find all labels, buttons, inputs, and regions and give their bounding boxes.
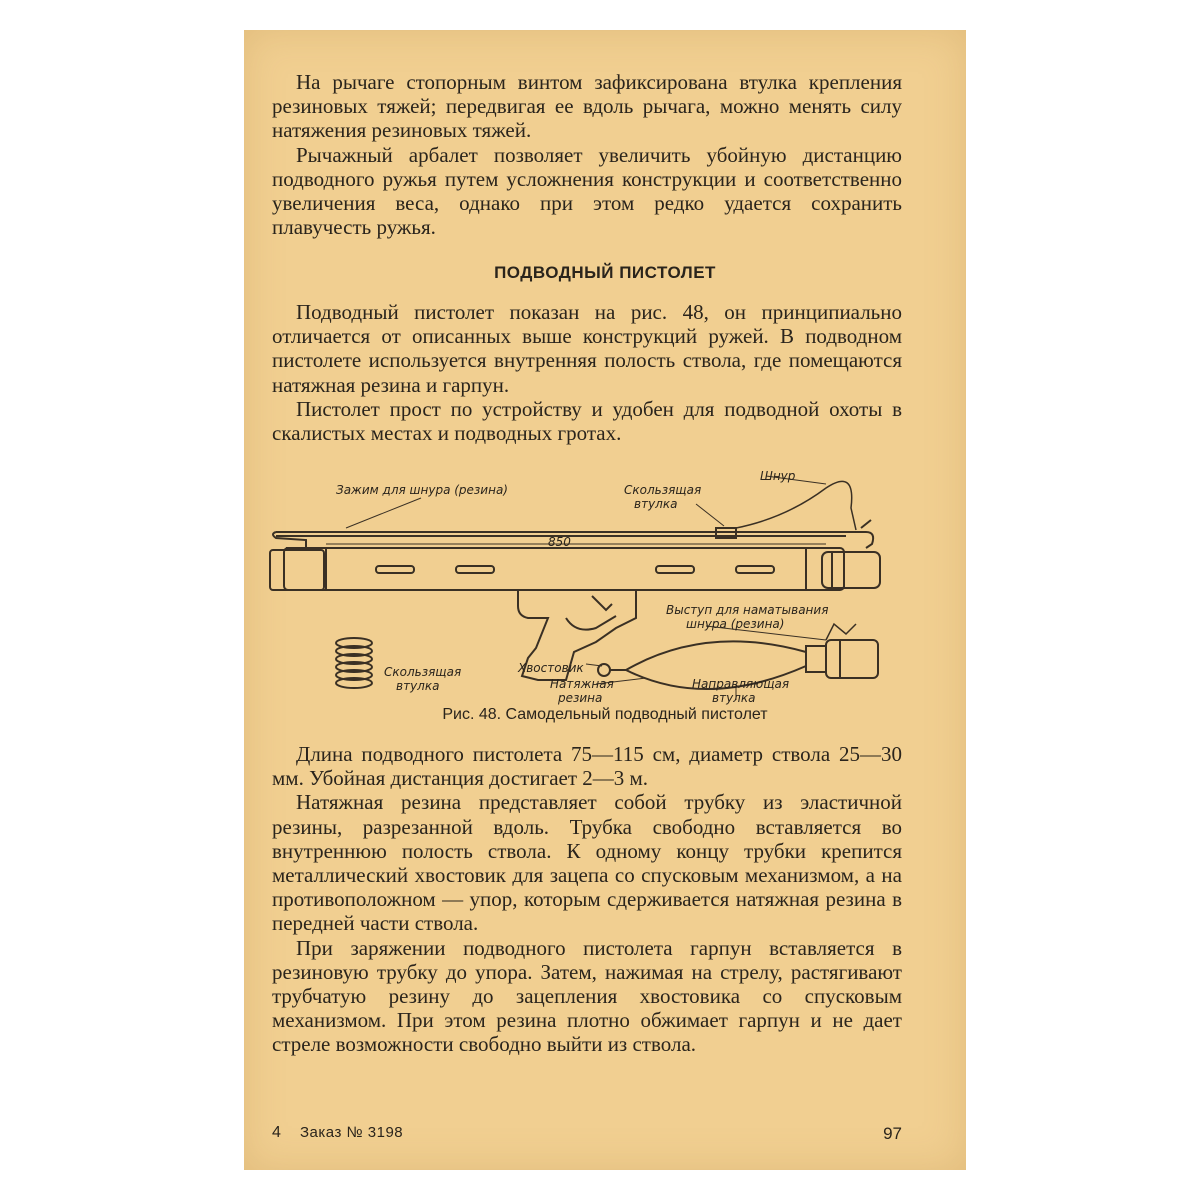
front-cap xyxy=(822,552,880,588)
label-guide-2: втулка xyxy=(712,691,756,705)
label-guide: Направляющая xyxy=(692,677,790,691)
paragraph: При заряжении подводного пистолета гарпун вставляется в резиновую трубку до упора. Затем, нажимая на стрелу, растягивают трубчатую резину до зацепления хвостовика со спусковым механизмом. При этом резина плотно обжимает гарпун и не дает стреле возможности свободно выйти из ствола. xyxy=(272,935,902,1057)
paragraph: Натяжная резина представляет собой трубку из эластичной резины, разрезанной вдоль. Трубка свободно вставляется во внутреннюю полость ствола. К одному концу трубки крепится металлический хвостовик для зацепа со спусковым механизмом, а на противоположном — упор, которым сдерживается натяжная резина в передней части ствола. xyxy=(272,790,902,936)
order-number: Заказ № 3198 xyxy=(300,1124,404,1141)
harpoon-tip xyxy=(841,520,873,548)
label-length: 850 xyxy=(548,535,571,549)
text-block-top xyxy=(272,70,902,239)
pistol-drawing xyxy=(266,448,906,706)
cord-line xyxy=(736,481,856,530)
label-protrusion: Выступ для наматывания xyxy=(666,603,829,617)
page-number: 97 xyxy=(883,1124,902,1143)
figure-48 xyxy=(266,448,906,706)
rear-cap xyxy=(270,550,324,590)
book-page xyxy=(244,30,966,1170)
coil-sleeve xyxy=(336,638,372,688)
label-tail: Хвостовик xyxy=(518,661,584,675)
paragraph: Подводный пистолет показан на рис. 48, он принципиально отличается от описанных выше конструкций ружей. В подводном пистолете используется внутренняя полость ствола, где помещаются натяжная резина и гарпун. xyxy=(272,300,902,397)
text-block-middle xyxy=(272,300,902,445)
label-cord: Шнур xyxy=(760,469,796,483)
trigger-guard xyxy=(566,616,616,630)
label-sliding-sleeve-top-2: втулка xyxy=(634,497,678,511)
label-sliding-sleeve: Скользящая xyxy=(384,665,462,679)
trigger xyxy=(592,596,612,610)
barrel xyxy=(284,548,844,590)
label-sliding-sleeve-2: втулка xyxy=(396,679,440,693)
figure-caption: Рис. 48. Самодельный подводный пистолет xyxy=(442,706,768,723)
clamp-shape xyxy=(273,532,306,548)
label-rubber: Натяжная xyxy=(550,677,614,691)
paragraph: Рычажный арбалет позволяет увеличить убойную дистанцию подводного ружья путем усложнения конструкции и соответственно увеличения веса, однако при этом редко удается сохранить плавучесть ружья. xyxy=(272,142,902,240)
label-sliding-sleeve-top: Скользящая xyxy=(624,483,702,497)
paragraph: Длина подводного пистолета 75—115 см, диаметр ствола 25—30 мм. Убойная дистанция достигает 2—3 м. xyxy=(272,742,902,791)
paragraph: На рычаге стопорным винтом зафиксирована втулка крепления резиновых тяжей; передвигая ее вдоль рычага, можно менять силу натяжения резиновых тяжей. xyxy=(272,70,902,143)
paragraph: Пистолет прост по устройству и удобен для подводной охоты в скалистых местах и подводных гротах. xyxy=(272,396,902,446)
signature-mark: 4 xyxy=(272,1124,281,1141)
label-rubber-2: резина xyxy=(558,691,603,705)
label-protrusion-2: шнура (резина) xyxy=(686,617,785,631)
section-heading: ПОДВОДНЫЙ ПИСТОЛЕТ xyxy=(494,263,716,282)
label-clamp: Зажим для шнура (резина) xyxy=(336,483,508,497)
text-block-bottom xyxy=(272,742,902,1057)
